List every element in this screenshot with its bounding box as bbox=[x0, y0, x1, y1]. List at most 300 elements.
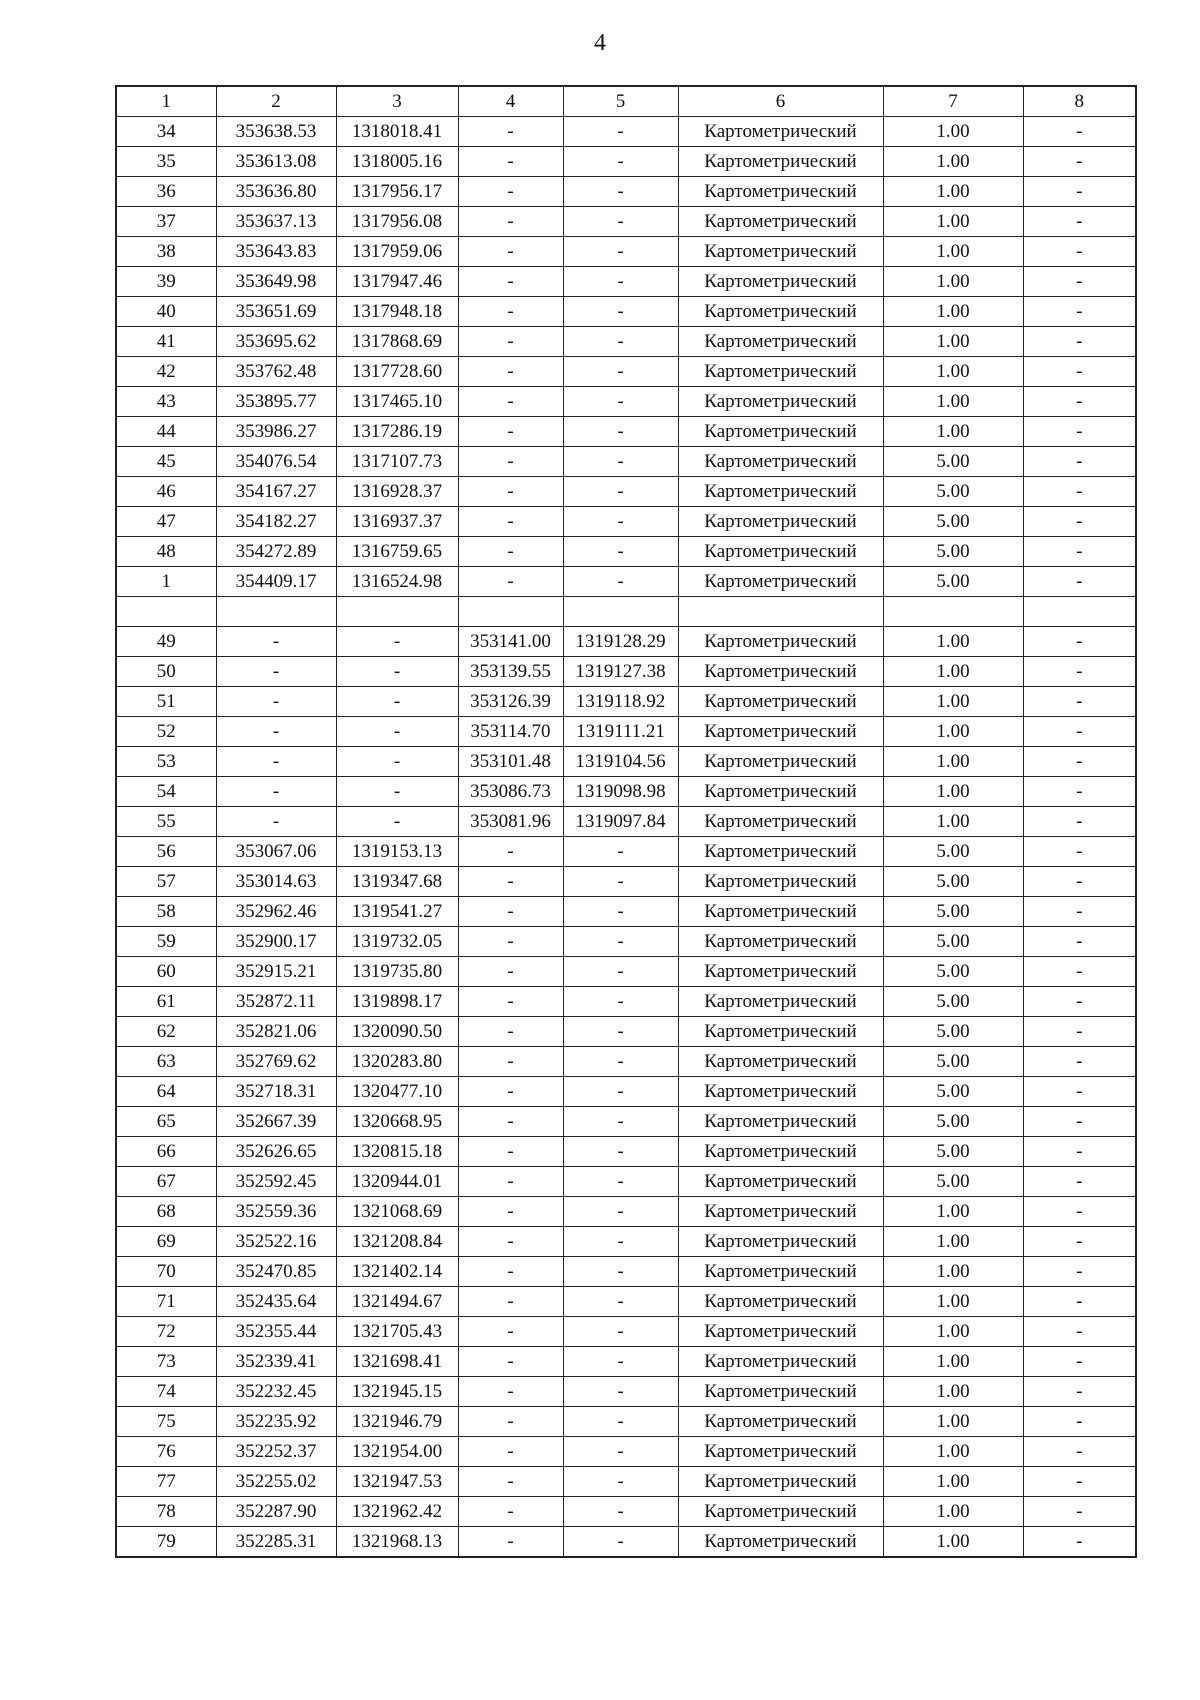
table-cell: - bbox=[458, 207, 563, 237]
table-cell bbox=[116, 597, 216, 627]
column-header-3: 3 bbox=[336, 86, 458, 117]
table-cell: 35 bbox=[116, 147, 216, 177]
table-cell: 352339.41 bbox=[216, 1347, 336, 1377]
table-cell: - bbox=[563, 1377, 678, 1407]
table-cell: - bbox=[563, 1197, 678, 1227]
table-cell: 5.00 bbox=[883, 567, 1023, 597]
table-row bbox=[116, 267, 1136, 297]
table-cell: - bbox=[216, 807, 336, 837]
table-cell: Картометрический bbox=[678, 417, 883, 447]
table-cell: 39 bbox=[116, 267, 216, 297]
table-cell: - bbox=[1023, 1137, 1136, 1167]
table-cell: - bbox=[563, 357, 678, 387]
table-cell: - bbox=[563, 267, 678, 297]
column-header-5: 5 bbox=[563, 86, 678, 117]
table-cell: - bbox=[458, 1107, 563, 1137]
table-cell: - bbox=[563, 1167, 678, 1197]
table-cell: - bbox=[563, 147, 678, 177]
table-row bbox=[116, 327, 1136, 357]
table-cell: - bbox=[1023, 1407, 1136, 1437]
table-cell: 5.00 bbox=[883, 1167, 1023, 1197]
table-cell: Картометрический bbox=[678, 1197, 883, 1227]
table-cell bbox=[1023, 597, 1136, 627]
table-cell: - bbox=[336, 807, 458, 837]
table-cell: 1.00 bbox=[883, 687, 1023, 717]
table-cell: 354272.89 bbox=[216, 537, 336, 567]
table-cell: - bbox=[1023, 777, 1136, 807]
table-cell: - bbox=[1023, 987, 1136, 1017]
table-cell: Картометрический bbox=[678, 477, 883, 507]
table-cell: - bbox=[458, 1167, 563, 1197]
table-row bbox=[116, 1347, 1136, 1377]
table-cell: - bbox=[563, 507, 678, 537]
table-cell: - bbox=[1023, 447, 1136, 477]
table-cell: - bbox=[458, 117, 563, 147]
table-cell: 352821.06 bbox=[216, 1017, 336, 1047]
table-cell: 1.00 bbox=[883, 417, 1023, 447]
table-cell: 1317107.73 bbox=[336, 447, 458, 477]
table-cell: 1319347.68 bbox=[336, 867, 458, 897]
table-cell: 1.00 bbox=[883, 777, 1023, 807]
table-cell: - bbox=[458, 537, 563, 567]
table-cell: - bbox=[1023, 1107, 1136, 1137]
table-cell: 58 bbox=[116, 897, 216, 927]
table-cell: 1.00 bbox=[883, 267, 1023, 297]
table-cell: 1.00 bbox=[883, 1257, 1023, 1287]
table-cell: 5.00 bbox=[883, 507, 1023, 537]
table-cell: 352522.16 bbox=[216, 1227, 336, 1257]
table-cell: 5.00 bbox=[883, 1107, 1023, 1137]
table-cell: 1.00 bbox=[883, 1197, 1023, 1227]
table-row bbox=[116, 417, 1136, 447]
table-cell: - bbox=[563, 1107, 678, 1137]
table-cell: 1.00 bbox=[883, 1317, 1023, 1347]
table-cell: 42 bbox=[116, 357, 216, 387]
table-row bbox=[116, 177, 1136, 207]
table-cell: - bbox=[1023, 1287, 1136, 1317]
table-cell: - bbox=[563, 1227, 678, 1257]
table-cell: - bbox=[458, 177, 563, 207]
table-cell bbox=[883, 597, 1023, 627]
table-cell: 5.00 bbox=[883, 1017, 1023, 1047]
table-cell: 1321945.15 bbox=[336, 1377, 458, 1407]
table-cell: 1.00 bbox=[883, 1227, 1023, 1257]
table-cell: - bbox=[563, 297, 678, 327]
table-cell: 1317959.06 bbox=[336, 237, 458, 267]
table-row bbox=[116, 1407, 1136, 1437]
table-cell: 66 bbox=[116, 1137, 216, 1167]
table-cell: Картометрический bbox=[678, 1407, 883, 1437]
table-row bbox=[116, 1527, 1136, 1558]
table-cell: 1319097.84 bbox=[563, 807, 678, 837]
table-cell: - bbox=[1023, 297, 1136, 327]
table-cell: - bbox=[1023, 687, 1136, 717]
table-cell: - bbox=[458, 1287, 563, 1317]
table-cell: Картометрический bbox=[678, 237, 883, 267]
table-cell: - bbox=[1023, 957, 1136, 987]
table-cell: - bbox=[563, 567, 678, 597]
table-cell: 1320283.80 bbox=[336, 1047, 458, 1077]
table-cell: Картометрический bbox=[678, 207, 883, 237]
table-cell: 69 bbox=[116, 1227, 216, 1257]
table-cell: 353141.00 bbox=[458, 627, 563, 657]
table-cell: 71 bbox=[116, 1287, 216, 1317]
table-cell: - bbox=[1023, 927, 1136, 957]
table-cell: - bbox=[458, 447, 563, 477]
table-cell: 1.00 bbox=[883, 147, 1023, 177]
table-cell: 40 bbox=[116, 297, 216, 327]
table-cell: 1.00 bbox=[883, 117, 1023, 147]
table-cell: 353643.83 bbox=[216, 237, 336, 267]
table-cell: Картометрический bbox=[678, 1437, 883, 1467]
table-row bbox=[116, 237, 1136, 267]
table-cell: - bbox=[458, 1137, 563, 1167]
table-cell: - bbox=[458, 957, 563, 987]
table-cell: 1319111.21 bbox=[563, 717, 678, 747]
table-cell: 1321962.42 bbox=[336, 1497, 458, 1527]
table-cell: 1317956.17 bbox=[336, 177, 458, 207]
table-cell: - bbox=[458, 1047, 563, 1077]
table-cell: - bbox=[1023, 1497, 1136, 1527]
table-row bbox=[116, 1497, 1136, 1527]
table-cell bbox=[216, 597, 336, 627]
table-cell: Картометрический bbox=[678, 867, 883, 897]
table-cell: 1317947.46 bbox=[336, 267, 458, 297]
table-cell: 352667.39 bbox=[216, 1107, 336, 1137]
table-cell: 46 bbox=[116, 477, 216, 507]
table-cell: Картометрический bbox=[678, 1107, 883, 1137]
table-cell: 1316928.37 bbox=[336, 477, 458, 507]
table-cell: 1317948.18 bbox=[336, 297, 458, 327]
table-cell: 53 bbox=[116, 747, 216, 777]
table-cell: 1.00 bbox=[883, 1467, 1023, 1497]
table-row bbox=[116, 1167, 1136, 1197]
table-cell: 1317465.10 bbox=[336, 387, 458, 417]
table-cell: - bbox=[1023, 417, 1136, 447]
table-cell: 5.00 bbox=[883, 477, 1023, 507]
table-cell: - bbox=[563, 387, 678, 417]
table-cell: 43 bbox=[116, 387, 216, 417]
table-cell: 1321698.41 bbox=[336, 1347, 458, 1377]
table-cell: - bbox=[216, 747, 336, 777]
table-cell: - bbox=[458, 387, 563, 417]
table-cell: 353126.39 bbox=[458, 687, 563, 717]
table-cell: - bbox=[563, 1527, 678, 1558]
table-cell: 1319153.13 bbox=[336, 837, 458, 867]
table-cell: - bbox=[1023, 507, 1136, 537]
table-cell: 1320668.95 bbox=[336, 1107, 458, 1137]
table-cell: 5.00 bbox=[883, 447, 1023, 477]
table-cell: 352915.21 bbox=[216, 957, 336, 987]
table-cell: - bbox=[1023, 747, 1136, 777]
table-cell: Картометрический bbox=[678, 1467, 883, 1497]
table-cell: 72 bbox=[116, 1317, 216, 1347]
table-cell: - bbox=[1023, 1467, 1136, 1497]
table-row bbox=[116, 387, 1136, 417]
table-cell: 353636.80 bbox=[216, 177, 336, 207]
table-cell: 73 bbox=[116, 1347, 216, 1377]
table-cell: 74 bbox=[116, 1377, 216, 1407]
table-cell: 68 bbox=[116, 1197, 216, 1227]
table-cell: - bbox=[216, 717, 336, 747]
table-cell: - bbox=[458, 1497, 563, 1527]
table-cell: 1.00 bbox=[883, 1527, 1023, 1558]
table-row bbox=[116, 537, 1136, 567]
table-cell: 353014.63 bbox=[216, 867, 336, 897]
table-cell: Картометрический bbox=[678, 657, 883, 687]
table-cell: - bbox=[1023, 1017, 1136, 1047]
table-cell: - bbox=[1023, 237, 1136, 267]
table-row bbox=[116, 1107, 1136, 1137]
table-cell: 50 bbox=[116, 657, 216, 687]
table-cell: 353067.06 bbox=[216, 837, 336, 867]
table-cell: - bbox=[336, 657, 458, 687]
table-cell: Картометрический bbox=[678, 327, 883, 357]
table-cell: 1.00 bbox=[883, 297, 1023, 327]
table-row bbox=[116, 1257, 1136, 1287]
table-cell: 55 bbox=[116, 807, 216, 837]
table-row bbox=[116, 597, 1136, 627]
table-cell: Картометрический bbox=[678, 177, 883, 207]
table-cell: - bbox=[563, 987, 678, 1017]
table-cell: 1319104.56 bbox=[563, 747, 678, 777]
table-cell: 353086.73 bbox=[458, 777, 563, 807]
table-cell: 1.00 bbox=[883, 357, 1023, 387]
table-row bbox=[116, 477, 1136, 507]
table-cell: - bbox=[458, 1377, 563, 1407]
table-cell: - bbox=[458, 927, 563, 957]
table-cell: 5.00 bbox=[883, 1077, 1023, 1107]
table-cell: - bbox=[1023, 1377, 1136, 1407]
table-cell: 65 bbox=[116, 1107, 216, 1137]
table-row bbox=[116, 957, 1136, 987]
table-cell: 5.00 bbox=[883, 987, 1023, 1017]
table-cell: 1321494.67 bbox=[336, 1287, 458, 1317]
table-cell: 5.00 bbox=[883, 1047, 1023, 1077]
table-cell: 1321968.13 bbox=[336, 1527, 458, 1558]
table-cell: 1.00 bbox=[883, 1497, 1023, 1527]
table-row bbox=[116, 987, 1136, 1017]
table-cell: - bbox=[216, 627, 336, 657]
table-row bbox=[116, 1287, 1136, 1317]
table-cell bbox=[458, 597, 563, 627]
table-cell: Картометрический bbox=[678, 987, 883, 1017]
table-cell: 1321208.84 bbox=[336, 1227, 458, 1257]
table-cell: - bbox=[458, 237, 563, 267]
table-cell: - bbox=[458, 1257, 563, 1287]
table-cell: - bbox=[458, 297, 563, 327]
table-cell: 1.00 bbox=[883, 807, 1023, 837]
table-cell: 1.00 bbox=[883, 327, 1023, 357]
table-cell: Картометрический bbox=[678, 297, 883, 327]
table-cell: - bbox=[563, 1077, 678, 1107]
table-row bbox=[116, 627, 1136, 657]
table-cell: 59 bbox=[116, 927, 216, 957]
table-cell: 1.00 bbox=[883, 177, 1023, 207]
table-cell: Картометрический bbox=[678, 717, 883, 747]
table-cell: 353613.08 bbox=[216, 147, 336, 177]
table-cell: - bbox=[1023, 837, 1136, 867]
table-row bbox=[116, 1377, 1136, 1407]
table-cell: - bbox=[1023, 327, 1136, 357]
table-cell bbox=[678, 597, 883, 627]
table-cell bbox=[563, 597, 678, 627]
table-cell: - bbox=[458, 1347, 563, 1377]
table-cell: 64 bbox=[116, 1077, 216, 1107]
table-cell: - bbox=[1023, 897, 1136, 927]
table-row bbox=[116, 1017, 1136, 1047]
table-cell: 1317956.08 bbox=[336, 207, 458, 237]
table-cell: 353637.13 bbox=[216, 207, 336, 237]
table-cell: Картометрический bbox=[678, 1287, 883, 1317]
table-row bbox=[116, 657, 1136, 687]
table-cell: 1319128.29 bbox=[563, 627, 678, 657]
table-cell: 352470.85 bbox=[216, 1257, 336, 1287]
table-cell: 1319735.80 bbox=[336, 957, 458, 987]
table-cell: - bbox=[563, 177, 678, 207]
table-cell: 1.00 bbox=[883, 1287, 1023, 1317]
table-cell: - bbox=[563, 237, 678, 267]
table-row bbox=[116, 867, 1136, 897]
table-cell: Картометрический bbox=[678, 1077, 883, 1107]
table-cell: - bbox=[458, 1527, 563, 1558]
table-cell: Картометрический bbox=[678, 1227, 883, 1257]
table-cell: Картометрический bbox=[678, 1527, 883, 1558]
table-cell: - bbox=[458, 267, 563, 297]
table-cell: - bbox=[563, 1497, 678, 1527]
table-cell: - bbox=[458, 567, 563, 597]
table-row bbox=[116, 687, 1136, 717]
table-cell: Картометрический bbox=[678, 1377, 883, 1407]
table-row bbox=[116, 807, 1136, 837]
table-cell: - bbox=[563, 327, 678, 357]
table-cell: 62 bbox=[116, 1017, 216, 1047]
table-cell: - bbox=[336, 747, 458, 777]
table-cell: 38 bbox=[116, 237, 216, 267]
table-cell: - bbox=[1023, 1347, 1136, 1377]
table-row bbox=[116, 927, 1136, 957]
table-cell: Картометрический bbox=[678, 1047, 883, 1077]
table-cell: - bbox=[1023, 537, 1136, 567]
table-cell: 49 bbox=[116, 627, 216, 657]
table-cell: 1316759.65 bbox=[336, 537, 458, 567]
table-cell: 1321954.00 bbox=[336, 1437, 458, 1467]
table-cell: 51 bbox=[116, 687, 216, 717]
table-cell: 1319541.27 bbox=[336, 897, 458, 927]
table-cell: 353101.48 bbox=[458, 747, 563, 777]
table-cell: - bbox=[458, 987, 563, 1017]
table-row bbox=[116, 897, 1136, 927]
column-header-6: 6 bbox=[678, 86, 883, 117]
table-cell: Картометрический bbox=[678, 507, 883, 537]
table-cell: - bbox=[1023, 717, 1136, 747]
table-cell: 354182.27 bbox=[216, 507, 336, 537]
table-cell: 352232.45 bbox=[216, 1377, 336, 1407]
table-cell: - bbox=[1023, 1257, 1136, 1287]
table-cell: - bbox=[336, 627, 458, 657]
table-cell: 352962.46 bbox=[216, 897, 336, 927]
table-cell: 353638.53 bbox=[216, 117, 336, 147]
table-cell: 1.00 bbox=[883, 1347, 1023, 1377]
table-cell: Картометрический bbox=[678, 147, 883, 177]
table-cell: 1.00 bbox=[883, 747, 1023, 777]
table-cell: - bbox=[563, 207, 678, 237]
table-cell: 352626.65 bbox=[216, 1137, 336, 1167]
table-cell: - bbox=[563, 537, 678, 567]
table-cell: 5.00 bbox=[883, 957, 1023, 987]
table-cell: - bbox=[1023, 1437, 1136, 1467]
table-cell: - bbox=[1023, 177, 1136, 207]
table-cell: 36 bbox=[116, 177, 216, 207]
table-cell: - bbox=[458, 1227, 563, 1257]
table-cell: - bbox=[563, 957, 678, 987]
table-row bbox=[116, 777, 1136, 807]
table-cell: 352235.92 bbox=[216, 1407, 336, 1437]
table-cell: 1319898.17 bbox=[336, 987, 458, 1017]
table-cell: - bbox=[458, 417, 563, 447]
table-cell: - bbox=[458, 147, 563, 177]
table-body bbox=[116, 117, 1136, 1558]
table-cell: Картометрический bbox=[678, 897, 883, 927]
table-cell: - bbox=[563, 117, 678, 147]
table-cell: - bbox=[458, 507, 563, 537]
table-cell: - bbox=[216, 687, 336, 717]
table-cell: - bbox=[458, 357, 563, 387]
table-cell: 1317728.60 bbox=[336, 357, 458, 387]
table-cell: Картометрический bbox=[678, 807, 883, 837]
table-cell: 41 bbox=[116, 327, 216, 357]
table-row bbox=[116, 1227, 1136, 1257]
table-cell: - bbox=[458, 1437, 563, 1467]
table-cell: 1.00 bbox=[883, 717, 1023, 747]
table-cell: - bbox=[563, 1407, 678, 1437]
table-row bbox=[116, 297, 1136, 327]
table-cell: 352355.44 bbox=[216, 1317, 336, 1347]
table-cell: 352435.64 bbox=[216, 1287, 336, 1317]
table-cell: 352900.17 bbox=[216, 927, 336, 957]
table-cell: - bbox=[1023, 1167, 1136, 1197]
table-cell: 1320477.10 bbox=[336, 1077, 458, 1107]
table-cell: 353762.48 bbox=[216, 357, 336, 387]
table-cell: - bbox=[216, 657, 336, 687]
table-cell: 1.00 bbox=[883, 207, 1023, 237]
table-cell: Картометрический bbox=[678, 777, 883, 807]
table-cell: 44 bbox=[116, 417, 216, 447]
table-cell: Картометрический bbox=[678, 687, 883, 717]
table-cell: - bbox=[1023, 117, 1136, 147]
table-row bbox=[116, 1077, 1136, 1107]
table-header-row bbox=[116, 86, 1136, 117]
table-cell: - bbox=[1023, 1197, 1136, 1227]
table-cell: 5.00 bbox=[883, 867, 1023, 897]
table-cell: 1319732.05 bbox=[336, 927, 458, 957]
column-header-4: 4 bbox=[458, 86, 563, 117]
table-cell: 5.00 bbox=[883, 1137, 1023, 1167]
table-cell: - bbox=[563, 1467, 678, 1497]
table-cell: Картометрический bbox=[678, 117, 883, 147]
table-cell bbox=[336, 597, 458, 627]
table-cell: 1 bbox=[116, 567, 216, 597]
table-row bbox=[116, 717, 1136, 747]
table-cell: - bbox=[563, 1017, 678, 1047]
table-cell: - bbox=[458, 327, 563, 357]
table-cell: - bbox=[1023, 867, 1136, 897]
table-cell: 1320815.18 bbox=[336, 1137, 458, 1167]
table-cell: - bbox=[336, 717, 458, 747]
table-cell: Картометрический bbox=[678, 357, 883, 387]
table-cell: Картометрический bbox=[678, 537, 883, 567]
table-row bbox=[116, 117, 1136, 147]
